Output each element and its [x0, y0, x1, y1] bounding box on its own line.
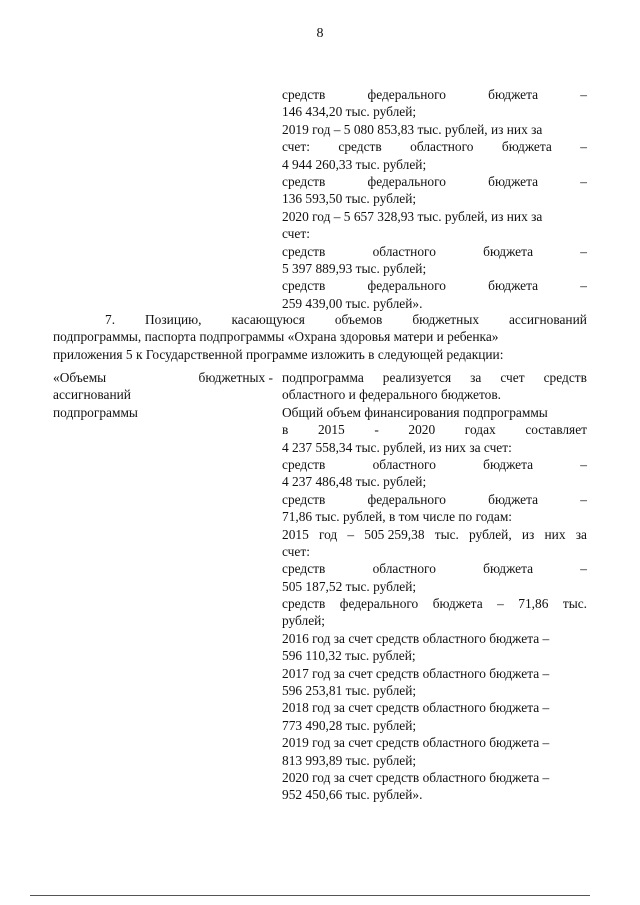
text-line [282, 717, 587, 734]
text-segment: объемов [334, 312, 383, 327]
text-segment: бюджета [501, 139, 552, 155]
text-line [53, 328, 587, 345]
text-segment: 4 944 260,33 тыс. рублей; [282, 156, 427, 172]
text-segment: средств [282, 596, 326, 612]
text-segment: приложения 5 к Государственной программе изложить в следующей редакции: [53, 346, 504, 362]
text-segment: подпрограмма [282, 370, 364, 385]
text-line [282, 769, 587, 786]
text-segment: бюджета [488, 491, 539, 507]
text-segment: федерального [367, 278, 446, 294]
text-line [282, 508, 587, 525]
text-line [282, 295, 587, 312]
text-segment: областного [372, 456, 436, 472]
text-segment: областного и федерального бюджетов. [282, 387, 501, 403]
text-segment: федерального [367, 491, 446, 507]
text-segment: составляет [525, 422, 587, 438]
text-line [282, 208, 587, 225]
text-segment: 773 490,28 тыс. рублей; [282, 717, 417, 733]
text-segment: – [580, 561, 587, 577]
text-line [282, 173, 587, 190]
text-line [53, 404, 273, 421]
text-segment: 4 237 558,34 тыс. рублей, из них за счет: [282, 439, 512, 455]
table-value-cell [282, 369, 587, 804]
text-segment: 813 993,89 тыс. рублей; [282, 752, 417, 768]
text-segment: 2016 год за счет средств областного бюджета – [282, 630, 550, 646]
text-segment: бюджета [488, 278, 539, 294]
text-line [282, 560, 587, 577]
text-segment: подпрограммы [53, 404, 138, 420]
text-line [282, 526, 587, 543]
text-segment: - [374, 422, 379, 438]
text-line [282, 86, 587, 103]
text-segment: бюджета [483, 561, 534, 577]
text-line [282, 386, 587, 403]
text-segment: бюджета [483, 243, 534, 259]
budget-continuation-block [282, 86, 587, 312]
text-line [282, 665, 587, 682]
text-line [282, 647, 587, 664]
text-line [282, 543, 587, 560]
text-segment: средств [282, 173, 326, 189]
text-segment: счет: [282, 139, 310, 155]
text-line [53, 311, 587, 328]
text-segment: за [470, 370, 482, 385]
text-segment: 259 439,00 тыс. рублей». [282, 295, 423, 311]
text-segment: 146 434,20 тыс. рублей; [282, 104, 417, 120]
text-segment: бюджета [488, 173, 539, 189]
text-segment: средств [282, 87, 326, 102]
text-segment: – [580, 491, 587, 507]
text-line [282, 612, 587, 629]
text-segment: – [497, 596, 504, 612]
text-line [282, 225, 587, 242]
text-line [282, 595, 587, 612]
text-segment: – [580, 139, 587, 155]
text-segment: ассигнований [53, 387, 131, 403]
text-segment: 596 110,32 тыс. рублей; [282, 648, 416, 664]
text-segment: из [521, 526, 535, 542]
text-segment: – [580, 243, 587, 259]
text-segment: ассигнований [508, 312, 587, 327]
text-segment: 2019 год за счет средств областного бюджета – [282, 735, 550, 751]
text-segment: – [580, 456, 587, 472]
text-line [282, 752, 587, 769]
text-line [282, 786, 587, 803]
text-segment: областного [372, 561, 436, 577]
text-segment: – [580, 278, 587, 294]
text-line [282, 578, 587, 595]
text-segment: средств [282, 243, 326, 259]
text-line [282, 277, 587, 294]
text-segment: бюджетных - [198, 370, 273, 385]
text-line [282, 260, 587, 277]
text-line [282, 491, 587, 508]
text-segment: 2015 [282, 526, 309, 542]
text-line [282, 369, 587, 386]
page-number: 8 [316, 26, 324, 41]
text-line [282, 121, 587, 138]
text-segment: 136 593,50 тыс. рублей; [282, 191, 417, 207]
text-segment: 71,86 [518, 596, 549, 612]
text-segment: счет: [282, 226, 310, 242]
text-line [53, 369, 273, 386]
text-segment: годах [464, 422, 496, 438]
text-segment: средств [282, 561, 326, 577]
text-segment: – [347, 526, 355, 542]
text-segment: 7. [105, 312, 116, 327]
text-segment: 2015 [317, 422, 345, 438]
text-segment: касающуюся [231, 312, 305, 327]
text-segment: средств [338, 139, 382, 155]
text-segment: бюджета [483, 456, 534, 472]
text-segment: счет [500, 370, 525, 385]
text-segment: 2017 год за счет средств областного бюджета – [282, 665, 550, 681]
text-line [282, 138, 587, 155]
text-segment: бюджета [488, 87, 539, 102]
text-segment: федерального [367, 87, 446, 102]
text-segment: 5 397 889,93 тыс. рублей; [282, 260, 427, 276]
text-segment: 4 237 486,48 тыс. рублей; [282, 474, 427, 490]
text-segment: 2018 год за счет средств областного бюджета – [282, 700, 550, 716]
text-segment: тыс. [434, 526, 459, 542]
text-line [282, 243, 587, 260]
text-segment: бюджетных [412, 312, 480, 327]
text-segment: за [575, 526, 587, 542]
text-line [53, 386, 273, 403]
text-line [282, 699, 587, 716]
text-line [282, 190, 587, 207]
text-line [282, 473, 587, 490]
text-segment: 2020 [408, 422, 436, 438]
text-segment: средств [282, 278, 326, 294]
text-segment: 2020 год – 5 657 328,93 тыс. рублей, из них за [282, 208, 543, 224]
text-line [282, 404, 587, 421]
text-segment: Общий объем финансирования подпрограммы [282, 404, 548, 420]
text-line [53, 346, 587, 363]
text-segment: них [544, 526, 566, 542]
text-line [282, 439, 587, 456]
text-line [282, 630, 587, 647]
text-line [282, 682, 587, 699]
text-segment: 505 187,52 тыс. рублей; [282, 578, 417, 594]
bottom-divider [30, 895, 590, 896]
text-segment: средств [282, 456, 326, 472]
text-segment: подпрограммы, паспорта подпрограммы «Охрана здоровья матери и ребенка» [53, 329, 499, 345]
text-segment: – [580, 173, 587, 189]
text-segment: средств [282, 491, 326, 507]
text-segment: реализуется [382, 370, 452, 385]
text-segment: в [282, 422, 289, 438]
text-line [282, 734, 587, 751]
text-segment: год [318, 526, 338, 542]
table-label-cell [53, 369, 273, 421]
text-segment: федерального [339, 596, 419, 612]
text-line [282, 456, 587, 473]
text-segment: бюджета [432, 596, 483, 612]
text-line [282, 103, 587, 120]
text-segment: 2019 год – 5 080 853,83 тыс. рублей, из них за [282, 121, 543, 137]
text-segment: 505 259,38 [364, 526, 425, 542]
text-segment: федерального [367, 173, 446, 189]
text-segment: 71,86 тыс. рублей, в том числе по годам: [282, 509, 513, 525]
text-segment: «Объемы [53, 370, 107, 385]
amendment-paragraph [53, 311, 587, 363]
text-segment: – [580, 87, 587, 102]
text-segment: тыс. [562, 596, 587, 612]
text-segment: областного [372, 243, 436, 259]
text-segment: рублей; [282, 613, 326, 629]
text-line [282, 156, 587, 173]
text-segment: 2020 год за счет средств областного бюджета – [282, 769, 550, 785]
text-segment: 596 253,81 тыс. рублей; [282, 683, 417, 699]
text-segment: областного [410, 139, 474, 155]
text-line [282, 421, 587, 438]
text-segment: рублей, [469, 526, 512, 542]
text-segment: счет: [282, 543, 310, 559]
text-segment: средств [543, 370, 587, 385]
text-segment: Позицию, [145, 312, 202, 327]
text-segment: 952 450,66 тыс. рублей». [282, 787, 423, 803]
